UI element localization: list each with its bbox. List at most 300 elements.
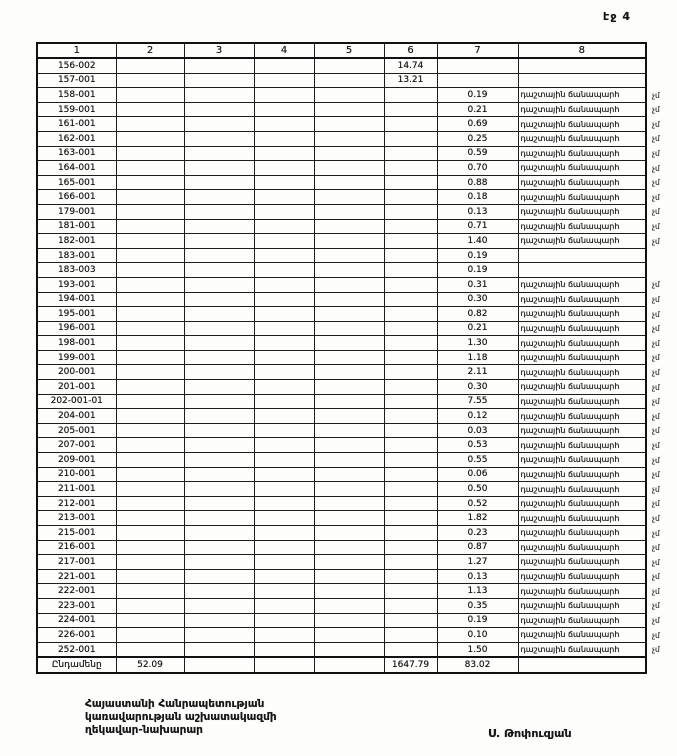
cell-parcel-code: 157-001 (37, 73, 116, 88)
cell-col-7: 0.19 (437, 88, 518, 103)
cell-col-7: 1.30 (437, 336, 518, 351)
cell-col-7 (437, 58, 518, 73)
land-parcel-table (36, 42, 660, 674)
table-row (37, 146, 646, 161)
cell-col-7: 1.40 (437, 234, 518, 249)
cell-col-4 (254, 598, 314, 613)
header-col-5: 5 (314, 43, 384, 58)
cell-col-4 (254, 219, 314, 234)
margin-note: չմ (652, 455, 660, 465)
table-row (37, 409, 646, 424)
cell-col-4 (254, 511, 314, 526)
cell-col-2 (116, 526, 184, 541)
cell-col-6 (384, 175, 437, 190)
margin-note: չմ (652, 572, 660, 582)
cell-col-2 (116, 365, 184, 380)
cell-col-5 (314, 234, 384, 249)
cell-land-use: դաշտային ճանապարհ չմ (518, 540, 646, 555)
cell-col-4 (254, 438, 314, 453)
cell-col-4 (254, 467, 314, 482)
cell-col-6 (384, 365, 437, 380)
cell-col-3 (184, 555, 254, 570)
cell-col-5 (314, 482, 384, 497)
cell-col-3 (184, 307, 254, 322)
cell-col-7: 0.30 (437, 292, 518, 307)
cell-col-4 (254, 584, 314, 599)
cell-parcel-code: 196-001 (37, 321, 116, 336)
cell-col-3 (184, 526, 254, 541)
margin-note: չմ (652, 528, 660, 538)
cell-col-5 (314, 204, 384, 219)
cell-col-7: 0.10 (437, 628, 518, 643)
cell-land-use: դաշտային ճանապարհ չմ (518, 642, 646, 657)
cell-land-use (518, 73, 646, 88)
cell-col-6 (384, 569, 437, 584)
cell-col-3 (184, 613, 254, 628)
cell-parcel-code: 179-001 (37, 204, 116, 219)
table-row (37, 482, 646, 497)
cell-col-2 (116, 102, 184, 117)
cell-col-3 (184, 161, 254, 176)
cell-col-6 (384, 628, 437, 643)
cell-col-3 (184, 204, 254, 219)
cell-col-2 (116, 73, 184, 88)
cell-parcel-code: 215-001 (37, 526, 116, 541)
cell-parcel-code: 204-001 (37, 409, 116, 424)
cell-col-2 (116, 277, 184, 292)
cell-col-5 (314, 496, 384, 511)
cell-parcel-code: 202-001-01 (37, 394, 116, 409)
cell-col-5 (314, 321, 384, 336)
header-col-2: 2 (116, 43, 184, 58)
margin-note: չմ (652, 499, 660, 509)
cell-col-5 (314, 628, 384, 643)
cell-col-7: 0.18 (437, 190, 518, 205)
margin-note: չմ (652, 295, 660, 304)
cell-col-2 (116, 336, 184, 351)
cell-land-use: դաշտային ճանապարհ չմ (518, 365, 646, 380)
cell-parcel-code: 159-001 (37, 102, 116, 117)
table-row (37, 161, 646, 176)
cell-land-use: դաշտային ճանապարհ չմ (518, 277, 646, 292)
cell-col-2 (116, 175, 184, 190)
cell-parcel-code: 194-001 (37, 292, 116, 307)
cell-col-7: 0.30 (437, 380, 518, 395)
cell-land-use: դաշտային ճանապարհ չմ (518, 131, 646, 146)
table-row (37, 423, 646, 438)
cell-col-7: 0.19 (437, 248, 518, 263)
margin-note: չմ (652, 367, 660, 377)
cell-col-4 (254, 394, 314, 409)
cell-col-3 (184, 248, 254, 263)
header-col-6: 6 (384, 43, 437, 58)
cell-col-5 (314, 365, 384, 380)
cell-col-5 (314, 292, 384, 307)
cell-col-7: 0.55 (437, 453, 518, 468)
header-row (37, 43, 646, 58)
cell-col-6 (384, 438, 437, 453)
margin-note: չմ (652, 149, 660, 159)
cell-col-7: 1.13 (437, 584, 518, 599)
margin-note: չմ (652, 382, 660, 392)
cell-col-7: 1.82 (437, 511, 518, 526)
total-col-2: 52.09 (116, 657, 184, 673)
table-row (37, 394, 646, 409)
cell-col-4 (254, 526, 314, 541)
margin-note: չմ (652, 397, 660, 407)
cell-col-6 (384, 598, 437, 613)
table-row (37, 526, 646, 541)
table-row (37, 569, 646, 584)
cell-parcel-code: 158-001 (37, 88, 116, 103)
cell-col-3 (184, 234, 254, 249)
cell-col-6 (384, 467, 437, 482)
cell-parcel-code: 224-001 (37, 613, 116, 628)
cell-col-6 (384, 336, 437, 351)
cell-col-4 (254, 350, 314, 365)
cell-col-5 (314, 277, 384, 292)
cell-col-6 (384, 540, 437, 555)
cell-col-6 (384, 453, 437, 468)
table-row (37, 438, 646, 453)
cell-col-5 (314, 613, 384, 628)
table-row (37, 511, 646, 526)
cell-col-4 (254, 628, 314, 643)
margin-note: չմ (652, 90, 660, 100)
cell-col-2 (116, 161, 184, 176)
cell-col-4 (254, 482, 314, 497)
cell-col-5 (314, 73, 384, 88)
cell-col-6 (384, 511, 437, 526)
cell-col-6 (384, 423, 437, 438)
cell-col-5 (314, 380, 384, 395)
cell-col-3 (184, 540, 254, 555)
cell-col-4 (254, 336, 314, 351)
table-row (37, 555, 646, 570)
table-row (37, 321, 646, 336)
table-row (37, 365, 646, 380)
cell-col-5 (314, 453, 384, 468)
cell-land-use: դաշտային ճանապարհ չմ (518, 175, 646, 190)
table-header (37, 43, 646, 58)
cell-parcel-code: 217-001 (37, 555, 116, 570)
cell-col-2 (116, 263, 184, 278)
authority-line-3: ղեկավար-նախարար (85, 724, 203, 736)
cell-col-6 (384, 380, 437, 395)
cell-col-4 (254, 58, 314, 73)
cell-col-6: 14.74 (384, 58, 437, 73)
cell-col-3 (184, 453, 254, 468)
cell-col-2 (116, 248, 184, 263)
table-row (37, 292, 646, 307)
cell-col-5 (314, 598, 384, 613)
cell-col-5 (314, 350, 384, 365)
margin-note: չմ (652, 280, 660, 290)
table-row (37, 496, 646, 511)
cell-col-2 (116, 234, 184, 249)
cell-col-5 (314, 263, 384, 278)
table-row (37, 613, 646, 628)
margin-note: չմ (652, 178, 660, 188)
cell-col-6 (384, 307, 437, 322)
cell-col-3 (184, 88, 254, 103)
cell-col-3 (184, 394, 254, 409)
cell-col-4 (254, 88, 314, 103)
cell-col-7: 0.82 (437, 307, 518, 322)
cell-col-4 (254, 365, 314, 380)
margin-note: չմ (652, 616, 660, 626)
cell-col-7: 0.71 (437, 219, 518, 234)
cell-col-7: 0.03 (437, 423, 518, 438)
cell-parcel-code: 216-001 (37, 540, 116, 555)
margin-note: չմ (652, 163, 660, 173)
cell-col-5 (314, 423, 384, 438)
cell-land-use: դաշտային ճանապարհ չմ (518, 88, 646, 103)
margin-note: չմ (652, 426, 660, 436)
cell-col-7: 0.13 (437, 569, 518, 584)
cell-col-5 (314, 219, 384, 234)
cell-col-3 (184, 584, 254, 599)
cell-land-use: դաշտային ճանապարհ չմ (518, 204, 646, 219)
cell-col-7: 1.27 (437, 555, 518, 570)
cell-col-7: 0.31 (437, 277, 518, 292)
cell-col-7: 0.87 (437, 540, 518, 555)
total-col-7: 83.02 (437, 657, 518, 673)
cell-col-4 (254, 409, 314, 424)
cell-col-2 (116, 394, 184, 409)
table-row (37, 380, 646, 395)
cell-col-4 (254, 380, 314, 395)
cell-col-4 (254, 453, 314, 468)
table-row (37, 584, 646, 599)
cell-col-6 (384, 277, 437, 292)
margin-note: չմ (652, 119, 660, 129)
cell-col-6 (384, 584, 437, 599)
cell-col-3 (184, 598, 254, 613)
cell-col-6 (384, 219, 437, 234)
cell-col-2 (116, 467, 184, 482)
cell-col-7: 0.12 (437, 409, 518, 424)
cell-land-use: դաշտային ճանապարհ չմ (518, 380, 646, 395)
cell-col-5 (314, 161, 384, 176)
cell-col-3 (184, 58, 254, 73)
cell-col-7: 1.50 (437, 642, 518, 657)
cell-col-4 (254, 248, 314, 263)
cell-col-4 (254, 307, 314, 322)
cell-col-5 (314, 131, 384, 146)
cell-land-use: դաշտային ճանապարհ չմ (518, 161, 646, 176)
cell-land-use: դաշտային ճանապարհ չմ (518, 467, 646, 482)
cell-col-5 (314, 394, 384, 409)
cell-land-use: դաշտային ճանապարհ չմ (518, 146, 646, 161)
cell-col-6 (384, 482, 437, 497)
cell-col-2 (116, 190, 184, 205)
cell-col-2 (116, 642, 184, 657)
authority-line-2: կառավարության աշխատակազմի (85, 711, 277, 723)
cell-col-7: 0.53 (437, 438, 518, 453)
cell-parcel-code: 181-001 (37, 219, 116, 234)
cell-land-use: դաշտային ճանապարհ չմ (518, 482, 646, 497)
cell-col-7: 0.59 (437, 146, 518, 161)
cell-col-2 (116, 409, 184, 424)
table-row (37, 307, 646, 322)
cell-col-7: 0.88 (437, 175, 518, 190)
cell-col-6 (384, 263, 437, 278)
cell-col-5 (314, 555, 384, 570)
cell-parcel-code: 161-001 (37, 117, 116, 132)
cell-land-use: դաշտային ճանապարհ չմ (518, 613, 646, 628)
margin-note: չմ (652, 470, 660, 480)
margin-note: չմ (652, 440, 660, 450)
authority-line-1: Հայաստանի Հանրապետության (85, 698, 265, 710)
table-row (37, 642, 646, 657)
cell-parcel-code: 226-001 (37, 628, 116, 643)
cell-col-6 (384, 204, 437, 219)
table-row (37, 175, 646, 190)
cell-parcel-code: 198-001 (37, 336, 116, 351)
table-row (37, 277, 646, 292)
cell-col-4 (254, 569, 314, 584)
cell-col-7: 0.21 (437, 321, 518, 336)
margin-note: չմ (652, 601, 660, 611)
cell-col-2 (116, 628, 184, 643)
cell-col-3 (184, 628, 254, 643)
cell-land-use: դաշտային ճանապարհ չմ (518, 234, 646, 249)
table-row (37, 467, 646, 482)
cell-land-use: դաշտային ճանապարհ չմ (518, 496, 646, 511)
table-row (37, 190, 646, 205)
cell-col-4 (254, 277, 314, 292)
cell-col-4 (254, 161, 314, 176)
cell-col-4 (254, 263, 314, 278)
cell-col-6 (384, 613, 437, 628)
cell-col-7: 0.69 (437, 117, 518, 132)
cell-col-7: 0.21 (437, 102, 518, 117)
cell-col-3 (184, 292, 254, 307)
cell-col-3 (184, 131, 254, 146)
cell-col-6 (384, 496, 437, 511)
total-label: Ընդամենը (37, 657, 116, 673)
cell-col-4 (254, 292, 314, 307)
cell-col-3 (184, 146, 254, 161)
cell-land-use: դաշտային ճանապարհ չմ (518, 117, 646, 132)
cell-col-7: 2.11 (437, 365, 518, 380)
cell-col-5 (314, 540, 384, 555)
table-row (37, 204, 646, 219)
margin-note: չմ (652, 338, 660, 348)
cell-col-7: 0.19 (437, 613, 518, 628)
margin-note: չմ (652, 411, 660, 421)
margin-note: չմ (652, 207, 660, 217)
cell-land-use: դաշտային ճանապարհ չմ (518, 511, 646, 526)
table-row (37, 540, 646, 555)
cell-col-3 (184, 336, 254, 351)
cell-col-3 (184, 642, 254, 657)
cell-col-5 (314, 569, 384, 584)
cell-col-2 (116, 453, 184, 468)
cell-col-5 (314, 336, 384, 351)
cell-land-use: դաշտային ճանապարհ չմ (518, 453, 646, 468)
cell-col-6 (384, 190, 437, 205)
margin-note: չմ (652, 236, 660, 246)
cell-parcel-code: 156-002 (37, 58, 116, 73)
cell-land-use (518, 248, 646, 263)
margin-note: չմ (652, 586, 660, 596)
cell-parcel-code: 165-001 (37, 175, 116, 190)
cell-col-3 (184, 102, 254, 117)
cell-col-3 (184, 511, 254, 526)
cell-col-7: 0.70 (437, 161, 518, 176)
cell-col-6 (384, 146, 437, 161)
cell-col-3 (184, 350, 254, 365)
cell-col-2 (116, 146, 184, 161)
cell-col-2 (116, 555, 184, 570)
cell-col-2 (116, 598, 184, 613)
cell-land-use: դաշտային ճանապարհ չմ (518, 526, 646, 541)
cell-col-4 (254, 321, 314, 336)
table-row (37, 248, 646, 263)
margin-note: չմ (652, 557, 660, 567)
cell-col-2 (116, 58, 184, 73)
cell-col-5 (314, 146, 384, 161)
cell-land-use: դաշտային ճանապարհ չմ (518, 102, 646, 117)
cell-parcel-code: 252-001 (37, 642, 116, 657)
cell-parcel-code: 205-001 (37, 423, 116, 438)
cell-col-3 (184, 321, 254, 336)
cell-col-4 (254, 423, 314, 438)
cell-col-5 (314, 88, 384, 103)
cell-land-use: դաշտային ճանապարհ չմ (518, 438, 646, 453)
cell-col-4 (254, 204, 314, 219)
cell-parcel-code: 209-001 (37, 453, 116, 468)
cell-land-use: դաշտային ճանապարհ չմ (518, 307, 646, 322)
cell-land-use: դաշտային ճանապարհ չմ (518, 190, 646, 205)
cell-col-2 (116, 438, 184, 453)
cell-land-use: դաշտային ճանապարհ չմ (518, 336, 646, 351)
cell-land-use: դաշտային ճանապարհ չմ (518, 555, 646, 570)
cell-col-5 (314, 467, 384, 482)
cell-land-use: դաշտային ճանապարհ չմ (518, 219, 646, 234)
cell-col-4 (254, 540, 314, 555)
margin-note: չմ (652, 645, 660, 655)
cell-col-2 (116, 584, 184, 599)
cell-land-use: դաշտային ճանապարհ չմ (518, 394, 646, 409)
cell-col-5 (314, 642, 384, 657)
cell-land-use: դաշտային ճանապարհ չմ (518, 628, 646, 643)
cell-col-2 (116, 307, 184, 322)
cell-col-3 (184, 190, 254, 205)
cell-col-3 (184, 423, 254, 438)
cell-col-5 (314, 307, 384, 322)
cell-col-7: 0.25 (437, 131, 518, 146)
cell-col-3 (184, 263, 254, 278)
cell-parcel-code: 223-001 (37, 598, 116, 613)
cell-col-2 (116, 292, 184, 307)
cell-col-6 (384, 102, 437, 117)
table-row (37, 131, 646, 146)
cell-col-7: 0.50 (437, 482, 518, 497)
cell-land-use: դաշտային ճանապարհ չմ (518, 350, 646, 365)
table-row (37, 117, 646, 132)
table-row (37, 102, 646, 117)
cell-col-3 (184, 175, 254, 190)
cell-parcel-code: 166-001 (37, 190, 116, 205)
cell-col-3 (184, 117, 254, 132)
cell-parcel-code: 164-001 (37, 161, 116, 176)
margin-note: չմ (652, 543, 660, 553)
signatory-name: Ս. Թոփուզյան (488, 727, 572, 740)
cell-col-5 (314, 102, 384, 117)
